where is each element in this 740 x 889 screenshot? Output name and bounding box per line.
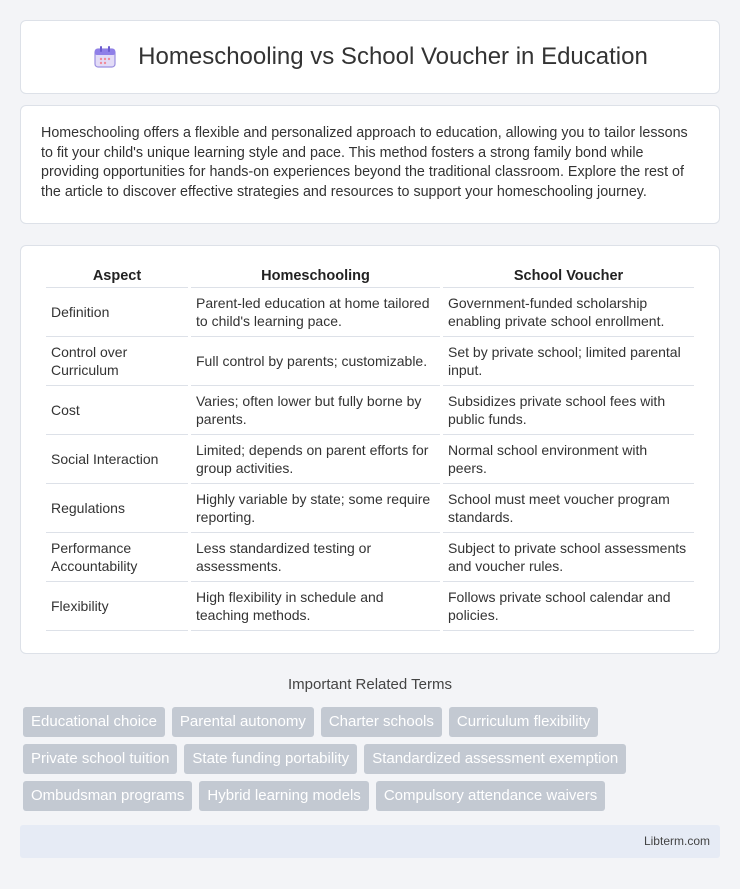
header-aspect: Aspect [46, 264, 188, 288]
related-term-tag[interactable]: Compulsory attendance waivers [376, 781, 605, 811]
footer [20, 825, 720, 858]
cell-aspect: Flexibility [46, 582, 188, 631]
cell-homeschooling: Less standardized testing or assessments. [191, 533, 440, 582]
cell-school-voucher: Subsidizes private school fees with public funds. [443, 386, 694, 435]
related-term-tag[interactable]: Educational choice [23, 707, 165, 737]
cell-homeschooling: Highly variable by state; some require reporting. [191, 484, 440, 533]
related-term-tag[interactable]: Curriculum flexibility [449, 707, 598, 737]
cell-school-voucher: Follows private school calendar and policies. [443, 582, 694, 631]
header-school-voucher: School Voucher [443, 264, 694, 288]
cell-school-voucher: Set by private school; limited parental input. [443, 337, 694, 386]
table-row [46, 337, 694, 386]
footer-site-link[interactable]: Libterm.com [643, 834, 710, 848]
related-term-tag[interactable]: Parental autonomy [172, 707, 314, 737]
related-terms-list [23, 707, 723, 818]
cell-homeschooling: Full control by parents; customizable. [191, 337, 440, 386]
cell-aspect: Control over Curriculum [46, 337, 188, 386]
intro-text: Homeschooling offers a flexible and personalized approach to education, allowing you to tailor lessons to fit your child's unique learning style and pace. This method fosters a strong family bond while providing opportunities for hands-on experiences beyond the traditional classroom. Explore the rest of the article to discover effective strategies and resources to support your homeschooling journey. [41, 125, 688, 200]
related-term-tag[interactable]: Charter schools [321, 707, 442, 737]
table-row [46, 582, 694, 631]
cell-homeschooling: High flexibility in schedule and teaching methods. [191, 582, 440, 631]
cell-school-voucher: Government-funded scholarship enabling private school enrollment. [443, 288, 694, 337]
table-row [46, 533, 694, 582]
cell-school-voucher: Subject to private school assessments and voucher rules. [443, 533, 694, 582]
title-wrap [92, 43, 648, 71]
header-homeschooling: Homeschooling [191, 264, 440, 288]
cell-aspect: Cost [46, 386, 188, 435]
related-term-tag[interactable]: Hybrid learning models [199, 781, 368, 811]
cell-homeschooling: Limited; depends on parent efforts for group activities. [191, 435, 440, 484]
comparison-table-card [20, 245, 720, 654]
cell-aspect: Performance Accountability [46, 533, 188, 582]
cell-school-voucher: School must meet voucher program standards. [443, 484, 694, 533]
related-terms-title: Important Related Terms [288, 676, 452, 693]
comparison-table [43, 264, 697, 631]
calendar-icon [92, 44, 118, 70]
cell-homeschooling: Parent-led education at home tailored to child's learning pace. [191, 288, 440, 337]
related-term-tag[interactable]: Standardized assessment exemption [364, 744, 626, 774]
table-row [46, 288, 694, 337]
related-term-tag[interactable]: State funding portability [184, 744, 357, 774]
cell-school-voucher: Normal school environment with peers. [443, 435, 694, 484]
table-row [46, 386, 694, 435]
table-row [46, 484, 694, 533]
cell-aspect: Regulations [46, 484, 188, 533]
page-title: Homeschooling vs School Voucher in Education [138, 43, 648, 70]
cell-aspect: Social Interaction [46, 435, 188, 484]
related-term-tag[interactable]: Private school tuition [23, 744, 177, 774]
cell-homeschooling: Varies; often lower but fully borne by parents. [191, 386, 440, 435]
intro-card [20, 105, 720, 224]
header-card [20, 20, 720, 94]
cell-aspect: Definition [46, 288, 188, 337]
related-term-tag[interactable]: Ombudsman programs [23, 781, 192, 811]
table-header-row [46, 264, 694, 288]
table-row [46, 435, 694, 484]
